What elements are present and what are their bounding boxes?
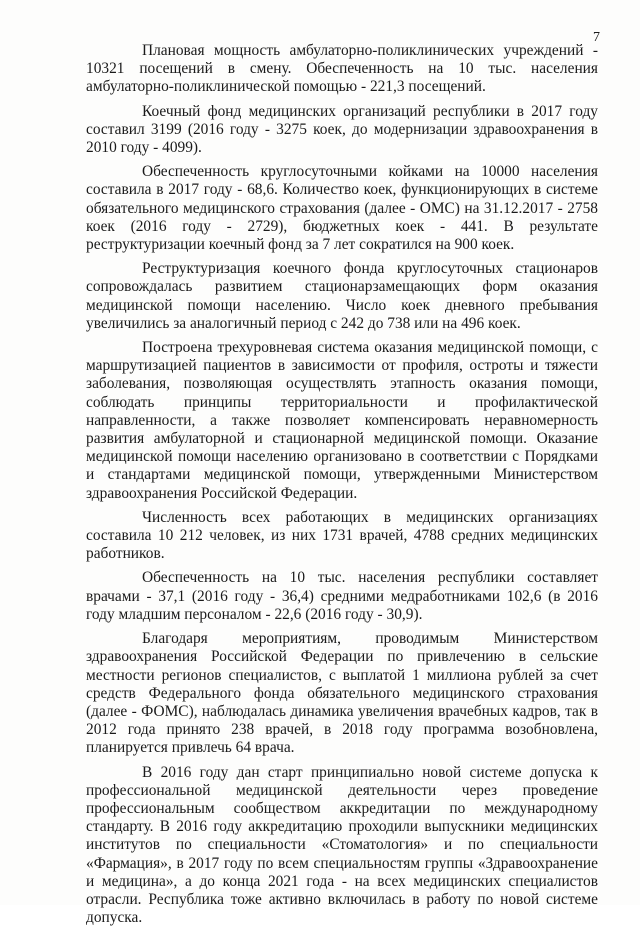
body-text (86, 42, 598, 933)
paragraph-accreditation: В 2016 году дан старт принципиально новой системе допуска к профессиональной медицинской деятельности через проведение профессиональным сообществом аккредитации по международному стандарту. В 2016 году аккредитацию проходили выпускники медицинских институтов по специальности «Стоматология» и по специальности «Фармация», в 2017 году по всем специальностям группы «Здравоохранение и медицина», а до конца 2021 года - на всех медицинских специалистов отрасли. Республика тоже активно включилась в работу по новой системе допуска. (86, 763, 598, 927)
paragraph-bed-provision: Обеспеченность круглосуточными койками на 10000 населения составила в 2017 году - 68,6. Количество коек, функционирующих в системе обязательного медицинского страхования (далее - ОМС) на 31.12.2017 - 2758 коек (2016 году - 2729), бюджетных коек - 441. В результате реструктуризации коечный фонд за 7 лет сократился на 900 коек. (86, 163, 598, 254)
paragraph-ambulatory-capacity: Плановая мощность амбулаторно-поликлинических учреждений - 10321 посещений в смену. Обеспеченность на 10 тыс. населения амбулаторно-поликлинической помощью - 221,3 посещений. (86, 42, 598, 96)
paragraph-staff-provision: Обеспеченность на 10 тыс. населения республики составляет врачами - 37,1 (2016 году - 36,4) средними медработниками 102,6 (в 2016 году младшим персоналом - 22,6 (2016 году - 30,9). (86, 569, 598, 623)
paragraph-restructuring: Реструктуризация коечного фонда круглосуточных стационаров сопровождалась развитием стационарзамещающих форм оказания медицинской помощи населению. Число коек дневного пребывания увеличились за аналогичный период с 242 до 738 или на 496 коек. (86, 260, 598, 332)
paragraph-staff-count: Численность всех работающих в медицинских организациях составила 10 212 человек, из них 1731 врачей, 4788 средних медицинских работников. (86, 508, 598, 563)
paragraph-bed-fund: Коечный фонд медицинских организаций республики в 2017 году составил 3199 (2016 году - 3275 коек, до модернизации здравоохранения в 2010 году - 4099). (86, 102, 598, 157)
paragraph-three-level-system: Построена трехуровневая система оказания медицинской помощи, с маршрутизацией пациентов в зависимости от профиля, остроты и тяжести заболевания, позволяющая осуществлять этапность оказания помощи, соблюдать принципы территориальности и профилактической направленности, а также позволяет компенсировать неравномерность развития амбулаторной и стационарной медицинской помощи. Оказание медицинской помощи населению организовано в соответствии с Порядками и стандартами медицинской помощи, утвержденными Министерством здравоохранения Российской Федерации. (86, 339, 598, 502)
paragraph-rural-specialists: Благодаря мероприятиям, проводимым Министерством здравоохранения Российской Федерации по привлечению в сельские местности регионов специалистов, с выплатой 1 миллиона рублей за счет средств Федерального фонда обязательного медицинского страхования (далее - ФОМС), наблюдалась динамика увеличения врачебных кадров, так в 2012 года принято 238 врачей, в 2018 году программа возобновлена, планируется привлечь 64 врача. (86, 630, 598, 757)
page-number: 7 (593, 30, 600, 45)
